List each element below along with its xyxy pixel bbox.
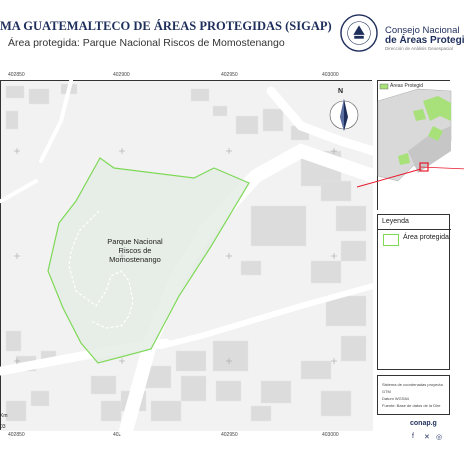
x-tick-label-bottom: 402850 (8, 432, 25, 438)
basemap (1, 81, 373, 431)
conap-seal-logo (340, 14, 378, 52)
locator-inset-map[interactable] (377, 80, 450, 210)
scale-unit-label: Km (0, 413, 8, 419)
inset-map-canvas (378, 81, 451, 211)
x-tick-label-bottom: 402900 (113, 432, 130, 438)
instagram-icon[interactable]: ◎ (436, 434, 443, 441)
org-name-line1: Consejo Nacional (385, 25, 460, 36)
x-tick-label: 402950 (221, 72, 238, 78)
map-header (0, 0, 464, 70)
x-tick-label: 402850 (8, 72, 25, 78)
x-tick-label: 402900 (113, 72, 130, 78)
main-map[interactable] (0, 80, 372, 430)
x-twitter-icon[interactable]: ✕ (424, 434, 430, 441)
locator-line (355, 165, 425, 190)
map-info-panel (377, 375, 450, 415)
legend-item-label: Área protegida (403, 234, 449, 241)
x-tick-label-bottom: 402950 (221, 432, 238, 438)
info-line: Fuente: Base de datos de la Dire (382, 403, 441, 408)
protected-area-subtitle: Área protegida: Parque Nacional Riscos de Momostenango (8, 37, 285, 49)
website-link[interactable]: conap.g (410, 420, 437, 427)
page-title: MA GUATEMALTECO DE ÁREAS PROTEGIDAS (SIGAP) (0, 19, 332, 33)
info-line: Datum WGS84 (382, 396, 409, 401)
legend-panel (377, 214, 450, 370)
facebook-icon[interactable]: f (412, 433, 414, 440)
info-line: Sistema de coordenadas proyecta (382, 382, 443, 387)
protected-area-swatch (383, 234, 399, 246)
map-code-label: 03 (0, 424, 6, 430)
info-line: GTM (382, 389, 391, 394)
org-name-line3: Dirección de Análisis Geoespacial (385, 46, 453, 51)
park-name-label: Parque Nacional Riscos de Momostenango (107, 237, 163, 264)
inset-legend-label: Áreas Protegid (390, 83, 424, 89)
legend-divider (378, 229, 451, 230)
org-name-line2: de Áreas Protegi (385, 35, 464, 46)
x-tick-label-bottom: 403000 (322, 432, 339, 438)
x-tick-label: 403000 (322, 72, 339, 78)
north-label: N (338, 88, 344, 95)
legend-title: Leyenda (382, 218, 409, 225)
